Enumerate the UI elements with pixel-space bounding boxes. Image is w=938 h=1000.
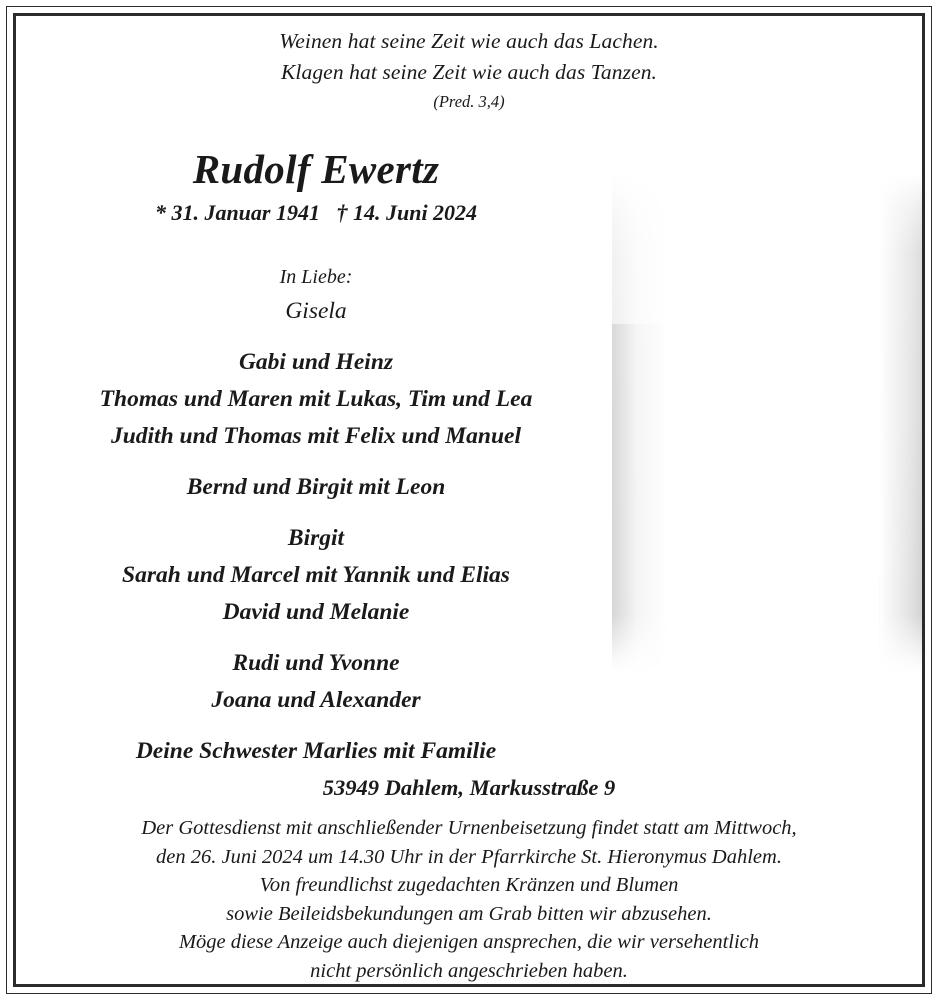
closing-line: Möge diese Anzeige auch diejenigen ansprechen, die wir versehentlich (178, 931, 760, 953)
family-group (16, 520, 616, 631)
epigraph-line-2: Klagen hat seine Zeit wie auch das Tanzen. (280, 60, 658, 84)
family-line: David und Melanie (222, 599, 410, 625)
closing-line: nicht persönlich angeschrieben haben. (310, 959, 628, 982)
family-line: Sarah und Marcel mit Yannik und Elias (122, 562, 510, 588)
deceased-name-block (16, 144, 616, 229)
family-line: Gisela (285, 298, 347, 324)
address-line: 53949 Dahlem, Markusstraße 9 (322, 775, 616, 800)
family-intro: In Liebe: (279, 266, 353, 288)
family-line: Joana und Alexander (211, 687, 421, 713)
family-line: Rudi und Yvonne (232, 650, 400, 676)
family-list (16, 261, 616, 770)
family-group (16, 344, 616, 455)
closing-paragraph (16, 814, 922, 985)
family-line: Bernd und Birgit mit Leon (186, 474, 446, 500)
closing-line: Der Gottesdienst mit anschließender Urnenbeisetzung findet statt am Mittwoch, (141, 817, 797, 839)
closing-line: den 26. Juni 2024 um 14.30 Uhr in der Pfarrkirche St. Hieronymus Dahlem. (156, 845, 782, 868)
deceased-name: Rudolf Ewertz (192, 146, 440, 192)
family-group (16, 733, 616, 770)
portrait-photo (612, 174, 922, 674)
family-line: Gabi und Heinz (238, 349, 394, 375)
notice-content-area (16, 16, 922, 984)
family-line: Judith und Thomas mit Felix und Manuel (110, 423, 522, 449)
life-dates: * 31. Januar 1941 † 14. Juni 2024 (154, 200, 478, 225)
family-line: Deine Schwester Marlies mit Familie (135, 738, 497, 764)
family-line: Birgit (287, 525, 345, 551)
closing-line: Von freundlichst zugedachten Kränzen und Blumen (259, 874, 679, 896)
family-group (16, 645, 616, 719)
family-group (16, 293, 616, 330)
family-line: Thomas und Maren mit Lukas, Tim und Lea (99, 386, 533, 412)
epigraph-block (16, 26, 922, 115)
family-groups (16, 293, 616, 770)
closing-line: sowie Beileidsbekundungen am Grab bitten wir abzusehen. (226, 902, 712, 925)
epigraph-line-1: Weinen hat seine Zeit wie auch das Lachen. (279, 29, 659, 53)
epigraph-source: (Pred. 3,4) (433, 92, 505, 111)
family-group (16, 469, 616, 506)
